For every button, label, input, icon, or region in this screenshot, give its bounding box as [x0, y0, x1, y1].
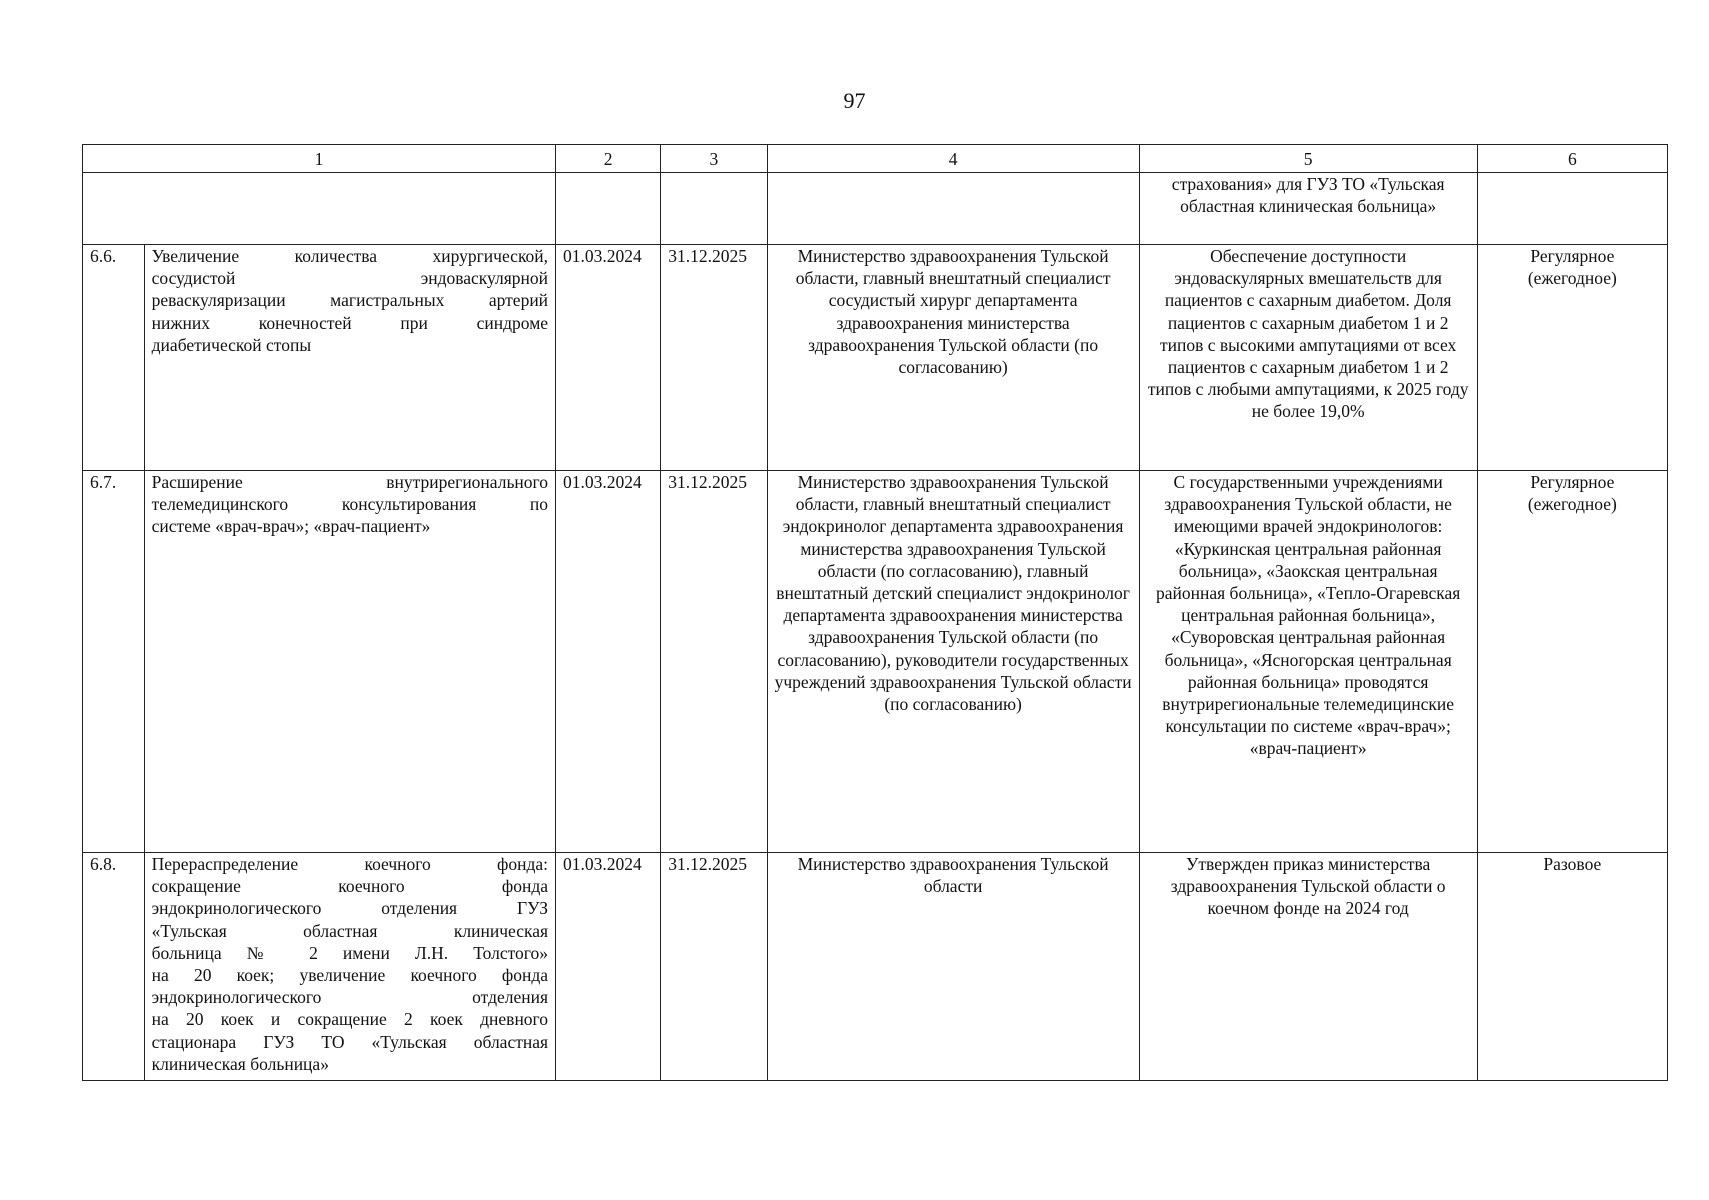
activity-name-line: Увеличение количества хирургической,: [151, 246, 549, 266]
continuation-name-cell: [83, 173, 556, 245]
responsible-cell: Министерство здравоохранения Тульской области, главный внештатный специалист сосудистый хирург департамента здравоохранения министерства здравоохранения Тульской области (по согласованию): [767, 245, 1139, 471]
activity-name-line: эндокринологического отделения: [151, 987, 549, 1008]
end-date: 31.12.2025: [661, 245, 767, 471]
plan-table: [82, 144, 1668, 1081]
continuation-row: [83, 173, 1668, 245]
activity-name-line: сосудистой эндоваскулярной: [151, 268, 549, 289]
activity-name-line: системе «врач-врач»; «врач-пациент»: [151, 516, 431, 537]
continuation-result-cell: страхования» для ГУЗ ТО «Тульская областная клиническая больница»: [1139, 173, 1477, 245]
result-cell: Утвержден приказ министерства здравоохранения Тульской области о коечном фонде на 2024 год: [1139, 853, 1477, 1081]
activity-name-cell: [144, 245, 555, 471]
activity-name-cell: [144, 471, 555, 853]
start-date: 01.03.2024: [556, 853, 661, 1081]
activity-name-line: сокращение коечного фонда: [151, 876, 549, 897]
start-date: 01.03.2024: [556, 245, 661, 471]
table-row-6-6: [83, 245, 1668, 471]
kind-cell: Регулярное (ежегодное): [1477, 245, 1667, 471]
activity-name-line: стационара ГУЗ ТО «Тульская областная: [151, 1031, 549, 1052]
activity-name-line: Расширение внутрирегионального: [151, 472, 549, 492]
activity-name-line: нижних конечностей при синдроме: [151, 312, 549, 333]
activity-name-line: эндокринологического отделения ГУЗ: [151, 898, 549, 919]
column-header-2: 2: [556, 145, 661, 173]
activity-name-line: на 20 коек и сокращение 2 коек дневного: [151, 1009, 549, 1030]
column-header-6: 6: [1477, 145, 1667, 173]
continuation-responsible-cell: [767, 173, 1139, 245]
start-date: 01.03.2024: [556, 471, 661, 853]
table-row-6-8: [83, 853, 1668, 1081]
kind-cell: Регулярное (ежегодное): [1477, 471, 1667, 853]
result-cell: С государственными учреждениями здравоохранения Тульской области, не имеющими врачей эндокринологов: «Куркинская центральная районная больница», «Заокская центральная районная больница», «Тепло-Огаревская центральная районная больница», «Суворовская центральная районная больница», «Ясногорская центральная районная больница» проводятся внутрирегиональные телемедицинские консультации по системе «врач-врач»; «врач-пациент»: [1139, 471, 1477, 853]
responsible-cell: Министерство здравоохранения Тульской области, главный внештатный специалист эндокринолог департамента здравоохранения министерства здравоохранения Тульской области (по согласованию), главный внештатный детский специалист эндокринолог департамента здравоохранения министерства здравоохранения Тульской области (по согласованию), руководители государственных учреждений здравоохранения Тульской области (по согласованию): [767, 471, 1139, 853]
activity-name-line: клиническая больница»: [151, 1053, 329, 1074]
end-date: 31.12.2025: [661, 471, 767, 853]
row-number: 6.7.: [83, 471, 145, 853]
column-header-3: 3: [661, 145, 767, 173]
continuation-end-cell: [661, 173, 767, 245]
activity-name-line: телемедицинского консультирования по: [151, 494, 549, 515]
activity-name-line: Перераспределение коечного фонда:: [151, 854, 549, 874]
kind-cell: Разовое: [1477, 853, 1667, 1081]
activity-name-line: больница № 2 имени Л.Н. Толстого»: [151, 942, 549, 963]
column-header-1: 1: [83, 145, 556, 173]
header-row: [83, 145, 1668, 173]
result-cell: Обеспечение доступности эндоваскулярных вмешательств для пациентов с сахарным диабетом. Доля пациентов с сахарным диабетом 1 и 2 типов с высокими ампутациями от всех пациентов с сахарным диабетом 1 и 2 типов с любыми ампутациями, к 2025 году не более 19,0%: [1139, 245, 1477, 471]
continuation-start-cell: [556, 173, 661, 245]
page-number: 97: [843, 88, 866, 113]
responsible-cell: Министерство здравоохранения Тульской области: [767, 853, 1139, 1081]
row-number: 6.6.: [83, 245, 145, 471]
activity-name-line: «Тульская областная клиническая: [151, 920, 549, 941]
activity-name-cell: [144, 853, 555, 1081]
table-row-6-7: [83, 471, 1668, 853]
activity-name-line: реваскуляризации магистральных артерий: [151, 290, 549, 311]
column-header-5: 5: [1139, 145, 1477, 173]
column-header-4: 4: [767, 145, 1139, 173]
activity-name-line: диабетической стопы: [151, 334, 312, 355]
row-number: 6.8.: [83, 853, 145, 1081]
end-date: 31.12.2025: [661, 853, 767, 1081]
continuation-kind-cell: [1477, 173, 1667, 245]
activity-name-line: на 20 коек; увеличение коечного фонда: [151, 965, 549, 986]
